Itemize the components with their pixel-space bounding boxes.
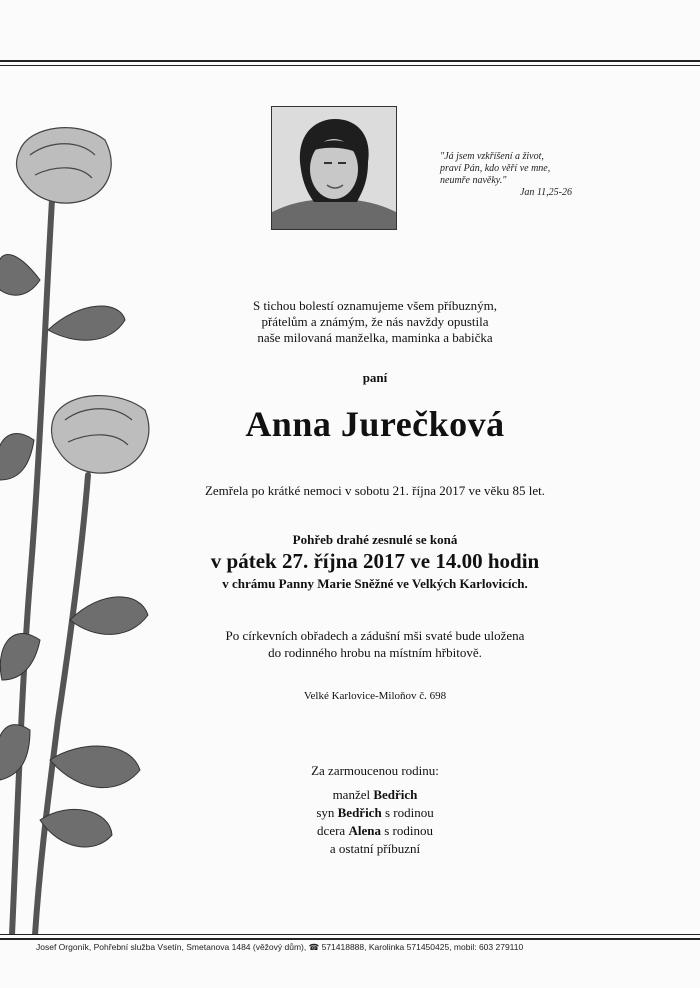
intro-line: S tichou bolestí oznamujeme všem příbuzným, bbox=[252, 298, 498, 313]
portrait-image bbox=[272, 107, 396, 229]
family-member bbox=[130, 804, 620, 822]
bottom-rule-thin bbox=[0, 934, 700, 935]
family-member bbox=[130, 840, 620, 858]
footer-company: Josef Orgoník, Pohřební služba Vsetín, Smetanova 1484 (věžový dům), bbox=[36, 942, 309, 952]
portrait-photo bbox=[271, 106, 397, 230]
intro-line: naše milovaná manželka, maminka a babička bbox=[257, 330, 493, 345]
funeral-intro: Pohřeb drahé zesnulé se koná bbox=[292, 532, 458, 547]
family-list bbox=[130, 762, 620, 858]
family-relation: dcera bbox=[317, 823, 349, 838]
deceased-name: Anna Jurečková bbox=[245, 404, 505, 444]
bottom-rule bbox=[0, 938, 700, 940]
family-name: Alena bbox=[348, 823, 381, 838]
quote-reference: Jan 11,25-26 bbox=[519, 187, 572, 198]
funeral-service-footer bbox=[36, 942, 523, 953]
intro-line: přátelům a známým, že nás navždy opustila bbox=[261, 314, 489, 329]
family-suffix: s rodinou bbox=[381, 805, 434, 820]
family-name: Bedřich bbox=[373, 787, 418, 802]
family-heading: Za zarmoucenou rodinu: bbox=[311, 763, 439, 778]
funeral-location: v chrámu Panny Marie Sněžné ve Velkých Karlovicích. bbox=[222, 576, 528, 591]
top-rule-thin bbox=[0, 65, 700, 66]
family-suffix: s rodinou bbox=[380, 823, 433, 838]
quote-line: neumře navěky." bbox=[440, 175, 507, 186]
family-relation: a ostatní příbuzní bbox=[329, 841, 421, 856]
title-word: paní bbox=[362, 370, 388, 385]
family-relation: manžel bbox=[332, 787, 374, 802]
burial-line: do rodinného hrobu na místním hřbitově. bbox=[268, 645, 482, 660]
quote-line: praví Pán, kdo věří ve mne, bbox=[440, 163, 551, 174]
family-member bbox=[130, 822, 620, 840]
top-rule bbox=[0, 60, 700, 62]
family-relation: syn bbox=[316, 805, 338, 820]
quote-line: "Já jsem vzkříšení a život, bbox=[440, 151, 544, 162]
bible-quote bbox=[440, 151, 580, 199]
address: Velké Karlovice-Miloňov č. 698 bbox=[303, 690, 447, 702]
burial-text bbox=[130, 627, 620, 661]
family-member bbox=[130, 786, 620, 804]
burial-line: Po církevních obřadech a zádušní mši svaté bude uložena bbox=[225, 628, 525, 643]
intro-text bbox=[130, 298, 620, 346]
death-notice: Zemřela po krátké nemoci v sobotu 21. října 2017 ve věku 85 let. bbox=[204, 483, 546, 498]
funeral-date: v pátek 27. října 2017 ve 14.00 hodin bbox=[210, 549, 540, 573]
phone-icon: ☎ bbox=[308, 942, 320, 952]
footer-phones: 571418888, Karolinka 571450425, mobil: 603 279110 bbox=[319, 942, 524, 952]
family-name: Bedřich bbox=[337, 805, 382, 820]
